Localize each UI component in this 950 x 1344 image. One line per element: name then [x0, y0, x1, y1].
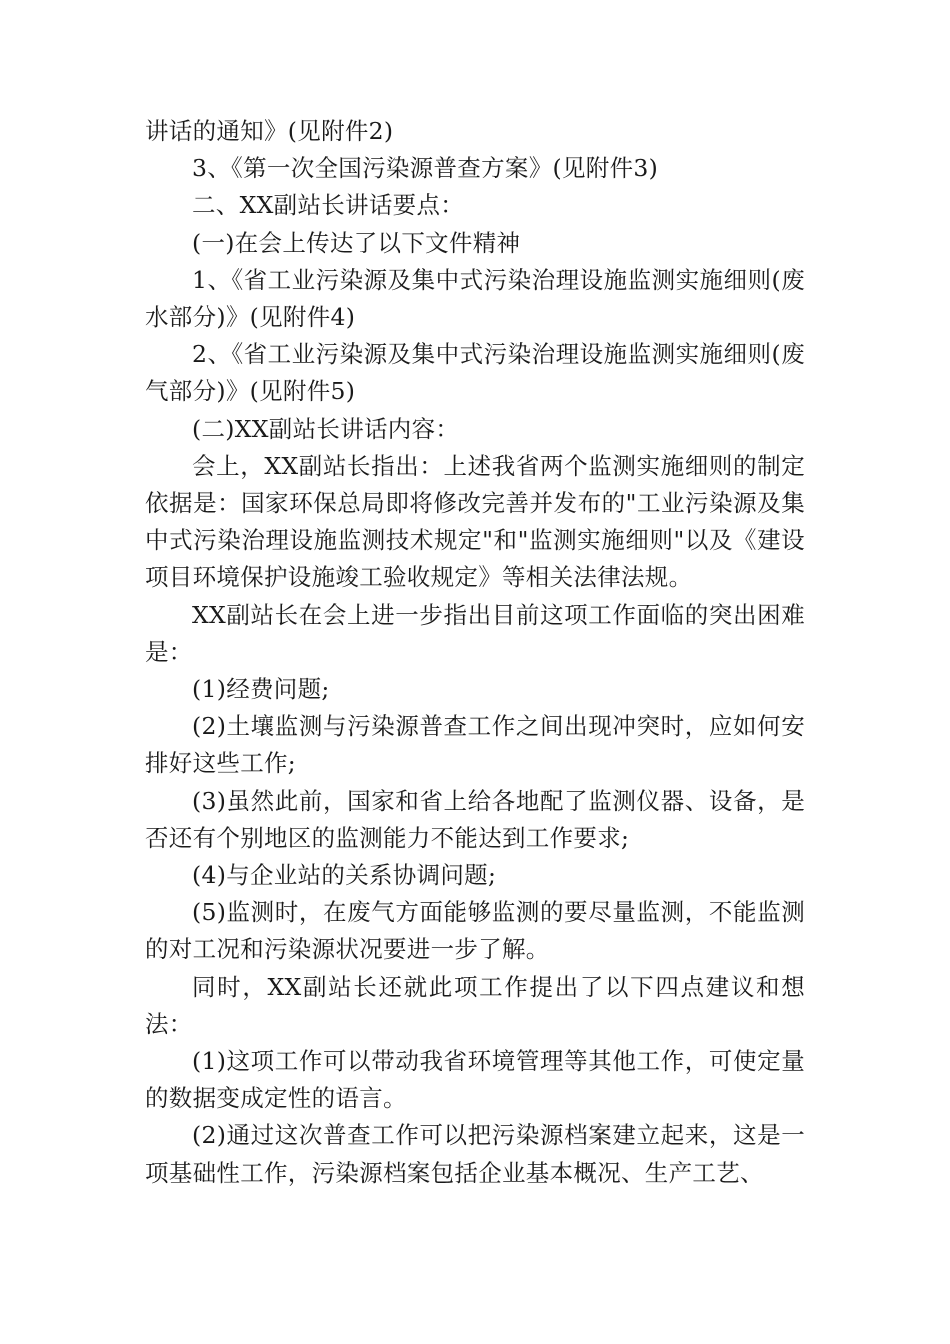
subheading-documents-conveyed: (一)在会上传达了以下文件精神 [192, 228, 521, 257]
document-body [145, 113, 805, 1192]
list-item-suggestion-1: (1)这项工作可以带动我省环境管理等其他工作，可使定量的数据变成定性的语言。 [145, 1047, 805, 1113]
paragraph-item-1-wastewater: 1、《省工业污染源及集中式污染治理设施监测实施细则(废水部分)》(见附件4) [145, 265, 805, 332]
list-item-difficulty-1: (1)经费问题; [192, 675, 330, 704]
paragraph-attachment-2-continuation: 讲话的通知》(见附件2) [145, 117, 394, 145]
list-item-difficulty-2: (2)土壤监测与污染源普查工作之间出现冲突时，应如何安排好这些工作; [145, 712, 805, 778]
list-item-difficulty-3: (3)虽然此前，国家和省上给各地配了监测仪器、设备，是否还有个别地区的监测能力不能达到工作要求; [145, 786, 805, 852]
paragraph-difficulties-intro: XX副站长在会上进一步指出目前这项工作面临的突出困难是： [145, 600, 805, 666]
subheading-speech-content: (二)XX副站长讲话内容： [192, 414, 460, 443]
list-item-difficulty-5: (5)监测时，在废气方面能够监测的要尽量监测，不能监测的对工况和污染源状况要进一步了解。 [145, 898, 805, 964]
paragraph-item-3-census-plan: 3、《第一次全国污染源普查方案》(见附件3) [192, 154, 659, 183]
paragraph-item-2-waste-gas: 2、《省工业污染源及集中式污染治理设施监测实施细则(废气部分)》(见附件5) [145, 340, 805, 406]
paragraph-suggestions-intro: 同时，XX副站长还就此项工作提出了以下四点建议和想法： [145, 972, 805, 1038]
list-item-difficulty-4: (4)与企业站的关系协调问题; [192, 861, 497, 890]
paragraph-basis: 会上，XX副站长指出：上述我省两个监测实施细则的制定依据是：国家环保总局即将修改完善并发布的"工业污染源及集中式污染治理设施监测技术规定"和"监测实施细则"以及《建设项目环境保护设施竣工验收规定》等相关法律法规。 [145, 451, 805, 592]
section-heading-speech-points: 二、XX副站长讲话要点： [192, 191, 465, 220]
list-item-suggestion-2: (2)通过这次普查工作可以把污染源档案建立起来，这是一项基础性工作，污染源档案包括企业基本概况、生产工艺、 [145, 1121, 805, 1187]
